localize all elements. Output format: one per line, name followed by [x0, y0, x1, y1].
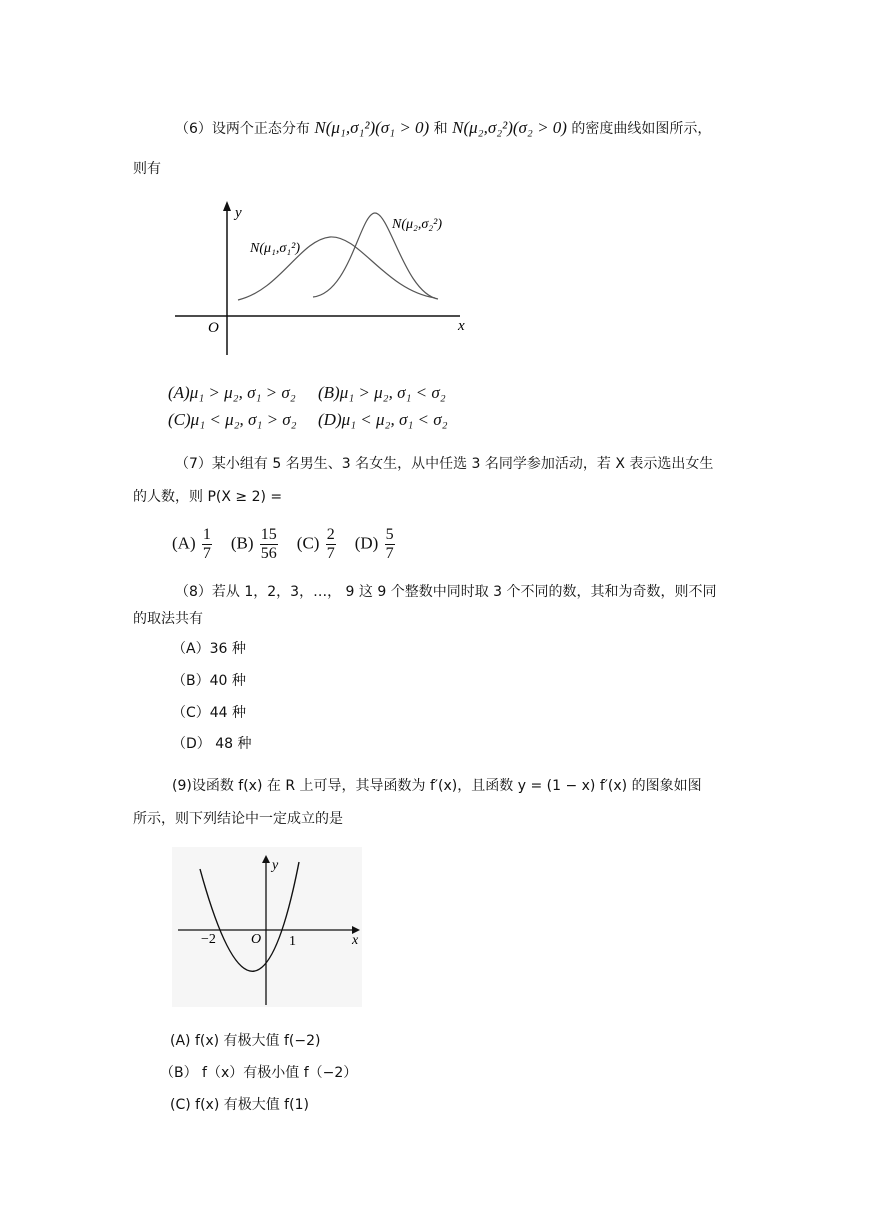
q6-option-c: (C)μ₁ < μ₂, σ₁ > σ₂ — [168, 410, 297, 429]
q9-option-b: （B） f（x）有极小值 f（−2） — [160, 1065, 358, 1081]
q7-option-d-label: (D) — [354, 533, 379, 553]
q7-option-c-num: 2 — [326, 526, 335, 543]
q6-figure — [170, 195, 480, 360]
q7-option-d-num: 5 — [385, 526, 394, 543]
q7-option-b-label: (B) — [230, 533, 254, 553]
q9-neg2-label: −2 — [201, 932, 216, 947]
q7-option-c-den: 7 — [326, 545, 335, 562]
q6-x-label: x — [458, 318, 465, 334]
q9-x-label: x — [352, 933, 359, 948]
q6-mid: 和 — [433, 121, 448, 137]
q7-line1: （7）某小组有 5 名男生、3 名女生，从中任选 3 名同学参加活动，若 X 表示选出女生 — [175, 456, 714, 472]
q6-option-b: (B)μ₁ > μ₂, σ₁ < σ₂ — [318, 383, 446, 402]
q7-option-a-den: 7 — [202, 545, 211, 562]
q6-option-d: (D)μ₁ < μ₂, σ₁ < σ₂ — [318, 410, 448, 429]
q9-option-a: (A) f(x) 有极大值 f(−2) — [170, 1033, 321, 1049]
q9-one-label: 1 — [289, 934, 296, 949]
q7-option-c-label: (C) — [296, 533, 320, 553]
q9-y-label: y — [272, 858, 279, 873]
q8-option-a: （A）36 种 — [172, 641, 246, 657]
q8-option-c: （C）44 种 — [172, 705, 247, 721]
q8-option-b: （B）40 种 — [172, 673, 246, 689]
q6-origin-label: O — [208, 320, 219, 336]
q6-dist2: N(μ₂,σ₂²)(σ₂ > 0) — [452, 118, 567, 137]
q7-option-a-label: (A) — [172, 533, 196, 553]
q6-y-arrow-icon — [223, 201, 231, 211]
q6-curve1-label: N(μ₁,σ₁²) — [250, 241, 301, 256]
q6-y-label: y — [235, 205, 242, 221]
q9-origin-label: O — [251, 932, 262, 947]
q7-option-b-num: 15 — [260, 526, 277, 543]
q7-option-d-den: 7 — [385, 545, 394, 562]
q7-option-a-num: 1 — [202, 526, 211, 543]
q7-option-b-fraction — [260, 526, 278, 563]
q7-option-a-fraction — [202, 526, 212, 563]
q6-line2: 则有 — [133, 161, 161, 177]
q6-prefix: （6）设两个正态分布 — [175, 121, 310, 137]
q7-option-b-den: 56 — [260, 545, 277, 562]
q6-line1 — [175, 118, 711, 138]
q6-curve2-label: N(μ₂,σ₂²) — [392, 217, 443, 232]
q9-line1: (9)设函数 f(x) 在 R 上可导，其导函数为 f′(x)，且函数 y = (1 − x) f′(x) 的图象如图 — [172, 778, 702, 794]
q8-line1: （8）若从 1，2，3，…， 9 这 9 个整数中同时取 3 个不同的数，其和为奇数，则不同 — [175, 584, 717, 600]
q7-line2: 的人数，则 P(X ≥ 2) = — [133, 489, 283, 505]
q6-suffix: 的密度曲线如图所示， — [571, 121, 712, 137]
q6-option-a: (A)μ₁ > μ₂, σ₁ > σ₂ — [168, 383, 296, 402]
q8-line2: 的取法共有 — [133, 611, 203, 627]
q7-options — [172, 526, 397, 563]
q9-line2: 所示，则下列结论中一定成立的是 — [133, 811, 343, 827]
q8-option-d: （D） 48 种 — [172, 736, 252, 752]
q9-option-c: (C) f(x) 有极大值 f(1) — [170, 1097, 309, 1113]
q7-option-c-fraction — [326, 526, 336, 563]
q7-option-d-fraction — [385, 526, 395, 563]
q6-dist1: N(μ₁,σ₁²)(σ₁ > 0) — [314, 118, 430, 137]
q9-figure — [172, 847, 362, 1007]
